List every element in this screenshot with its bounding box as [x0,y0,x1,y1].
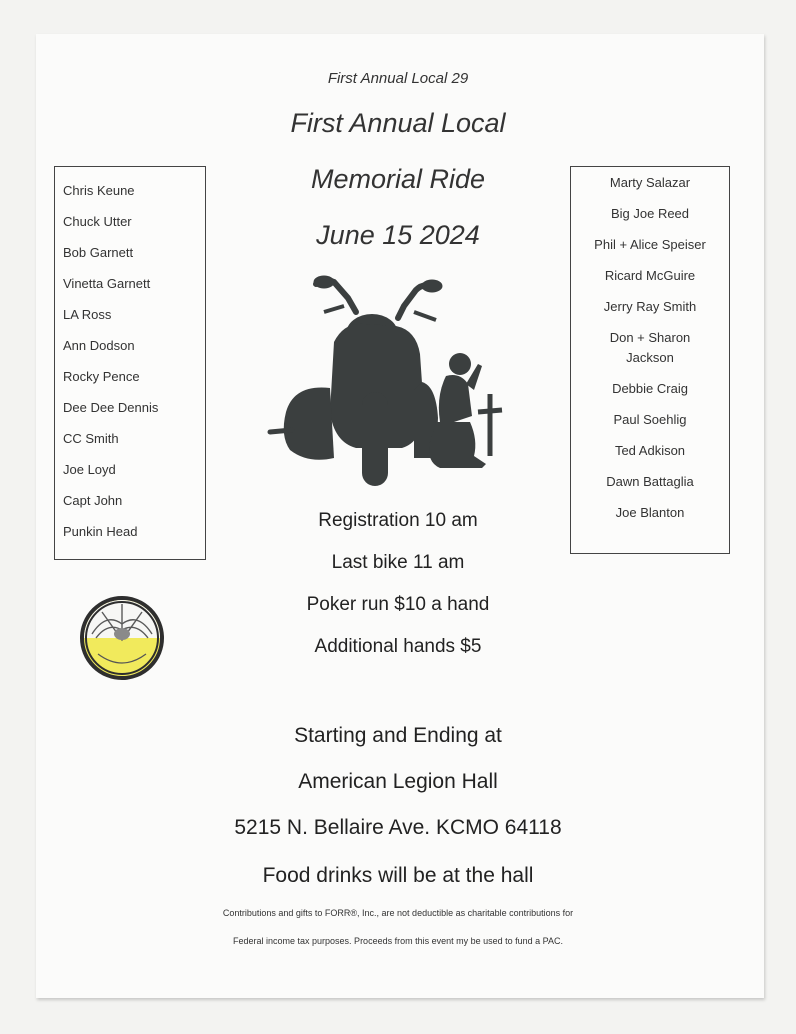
registration-time: Registration 10 am [318,510,478,531]
additional-hands-price: Additional hands $5 [314,636,482,657]
list-item: Debbie Craig [612,381,688,396]
list-item: Capt John [63,493,123,508]
list-item: Punkin Head [63,524,138,539]
flyer-subheader: First Annual Local 29 [327,70,469,87]
venue-address: 5215 N. Bellaire Ave. KCMO 64118 [234,816,562,839]
list-item: Bob Garnett [63,245,134,260]
list-item: CC Smith [63,431,119,446]
list-item: Don + Sharon Jackson [609,330,691,365]
disclaimer-line-1: Contributions and gifts to FORR®, Inc., are not deductible as charitable contributions for [222,908,574,918]
list-item: Ricard McGuire [604,268,696,283]
list-item: Paul Soehlig [613,412,687,427]
list-item: Ann Dodson [63,338,135,353]
flyer-title-line-2: Memorial Ride [310,164,486,194]
kneeling-rider-cross-icon [429,353,502,468]
last-bike-time: Last bike 11 am [331,552,465,573]
left-name-list [55,167,205,547]
list-item: Rocky Pence [63,369,140,384]
venue-name: American Legion Hall [298,770,498,793]
list-item: Marty Salazar [609,175,691,190]
list-item: Dawn Battaglia [606,474,694,489]
list-item: Chris Keune [63,183,135,198]
list-item: Joe Loyd [63,462,116,477]
list-item: Big Joe Reed [610,206,690,221]
list-item: LA Ross [63,307,112,322]
list-item: Joe Blanton [615,505,685,520]
right-name-list [571,167,729,523]
disclaimer-line-2: Federal income tax purposes. Proceeds from this event my be used to fund a PAC. [233,936,563,946]
left-memorial-names-box [54,166,206,560]
list-item: Vinetta Garnett [63,276,151,291]
location-intro: Starting and Ending at [294,724,502,747]
poker-run-price: Poker run $10 a hand [306,594,490,615]
food-note: Food drinks will be at the hall [262,864,534,887]
list-item: Ted Adkison [614,443,686,458]
wheel-wings-logo-icon [78,594,166,682]
right-memorial-names-box [570,166,730,554]
list-item: Jerry Ray Smith [603,299,697,314]
list-item: Chuck Utter [63,214,132,229]
flyer-title-line-1: First Annual Local [290,108,506,138]
list-item: Dee Dee Dennis [63,400,159,415]
event-date: June 15 2024 [316,220,480,250]
motorcycle-silhouette-icon [264,272,514,494]
list-item: Phil + Alice Speiser [594,237,706,252]
